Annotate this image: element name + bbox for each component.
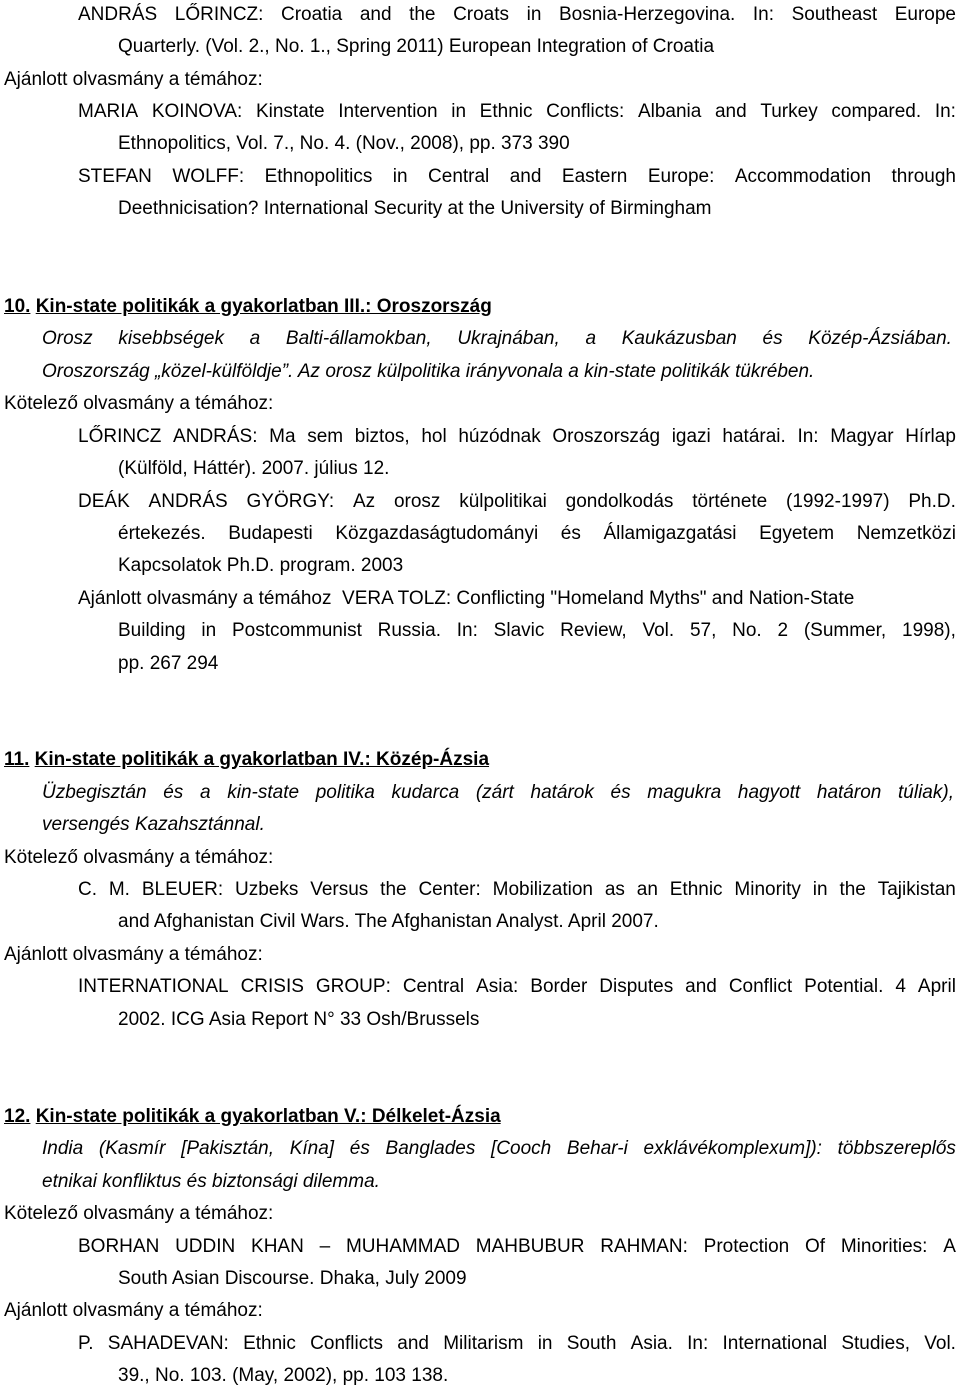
reference-tolz-line1: [78, 588, 854, 610]
reference-koinova-line1: MARIA KOINOVA: Kinstate Intervention in Ethnic Conflicts: Albania and Turkey compared. In:: [78, 101, 956, 122]
reference-khan-line2: South Asian Discourse. Dhaka, July 2009: [118, 1268, 467, 1289]
section-12-title: Kin-state politikák a gyakorlatban V.: [35, 1106, 361, 1127]
section-10-title: Kin-state politikák a gyakorlatban III.: [35, 296, 366, 317]
recommended-reading-label: Ajánlott olvasmány a témához:: [4, 69, 263, 90]
reference-tolz-title: VERA TOLZ: Conflicting "Homeland Myths" and Nation-State: [342, 588, 855, 609]
reference-deak-line2: értekezés. Budapesti Közgazdaságtudományi és Államigazgatási Egyetem Nemzetközi: [118, 523, 956, 544]
reference-bleuer-line1: C. M. BLEUER: Uzbeks Versus the Center: Mobilization as an Ethnic Minority in the Tajikistan: [78, 879, 956, 900]
reference-icg-line1: INTERNATIONAL CRISIS GROUP: Central Asia: Border Disputes and Conflict Potential. 4 April: [78, 976, 956, 997]
reference-tolz-line3: pp. 267 294: [118, 653, 219, 674]
section-11-title: Kin-state politikák a gyakorlatban IV.: [34, 749, 365, 770]
section-12-desc-line1: India (Kasmír [Pakisztán, Kína] és Banglades [Cooch Behar-i exklávékomplexum]): többszereplős: [42, 1138, 956, 1159]
reference-lorincz-hu-line2: (Külföld, Háttér). 2007. július 12.: [118, 458, 390, 479]
reference-sahadevan-line1: P. SAHADEVAN: Ethnic Conflicts and Militarism in South Asia. In: International Studies, Vol.: [78, 1333, 956, 1354]
section-11-desc-line2: versengés Kazahsztánnal.: [42, 814, 265, 835]
section-10-heading: [4, 296, 492, 318]
reference-deak-line3: Kapcsolatok Ph.D. program. 2003: [118, 555, 404, 576]
reference-koinova-line2: Ethnopolitics, Vol. 7., No. 4. (Nov., 2008), pp. 373 390: [118, 133, 570, 154]
reference-sahadevan-line2: 39., No. 103. (May, 2002), pp. 103 138.: [118, 1365, 449, 1386]
reference-khan-line1: BORHAN UDDIN KHAN – MUHAMMAD MAHBUBUR RAHMAN: Protection Of Minorities: A: [78, 1236, 956, 1257]
reference-tolz-line2: Building in Postcommunist Russia. In: Slavic Review, Vol. 57, No. 2 (Summer, 1998),: [118, 620, 956, 641]
recommended-reading-label: Ajánlott olvasmány a témához:: [4, 1300, 263, 1321]
section-11-desc-line1: Üzbegisztán és a kin-state politika kudarca (zárt határok és magukra hagyott határon túliak),: [42, 782, 954, 803]
reference-wolff-line1: STEFAN WOLFF: Ethnopolitics in Central and Eastern Europe: Accommodation through: [78, 166, 956, 187]
reference-lorincz-line2: Quarterly. (Vol. 2., No. 1., Spring 2011) European Integration of Croatia: [118, 36, 715, 57]
reference-icg-line2: 2002. ICG Asia Report N° 33 Osh/Brussels: [118, 1009, 480, 1030]
section-11-subtitle: : Közép-Ázsia: [364, 749, 490, 770]
reference-lorincz-line1: ANDRÁS LŐRINCZ: Croatia and the Croats in Bosnia-Herzegovina. In: Southeast Europe: [78, 4, 956, 25]
section-10-desc-line1: Orosz kisebbségek a Balti-államokban, Ukrajnában, a Kaukázusban és Közép-Ázsiában.: [42, 328, 952, 349]
section-12-subtitle: : Délkelet-Ázsia: [360, 1106, 501, 1127]
required-reading-label: Kötelező olvasmány a témához:: [4, 1203, 274, 1224]
recommended-reading-label: Ajánlott olvasmány a témához:: [4, 944, 263, 965]
section-10-desc-line2: Oroszország „közel-külföldje”. Az orosz külpolitika irányvonala a kin-state politikák tükrében.: [42, 361, 815, 382]
section-12-heading: [4, 1106, 501, 1128]
section-12-number: 12.: [4, 1106, 31, 1127]
section-10-number: 10.: [4, 296, 31, 317]
section-11-number: 11.: [4, 749, 30, 770]
section-12-desc-line2: etnikai konfliktus és biztonsági dilemma.: [42, 1171, 380, 1192]
section-11-heading: [4, 749, 489, 771]
reference-wolff-line2: Deethnicisation? International Security at the University of Birmingham: [118, 198, 712, 219]
reference-lorincz-hu-line1: LŐRINCZ ANDRÁS: Ma sem biztos, hol húzódnak Oroszország igazi határai. In: Magyar Hírlap: [78, 426, 956, 447]
section-10-subtitle: : Oroszország: [365, 296, 492, 317]
reference-bleuer-line2: and Afghanistan Civil Wars. The Afghanistan Analyst. April 2007.: [118, 911, 659, 932]
required-reading-label: Kötelező olvasmány a témához:: [4, 847, 274, 868]
required-reading-label: Kötelező olvasmány a témához:: [4, 393, 274, 414]
recommended-reading-inline-label: Ajánlott olvasmány a témához: [78, 588, 332, 609]
reference-deak-line1: DEÁK ANDRÁS GYÖRGY: Az orosz külpolitikai gondolkodás története (1992-1997) Ph.D.: [78, 491, 956, 512]
